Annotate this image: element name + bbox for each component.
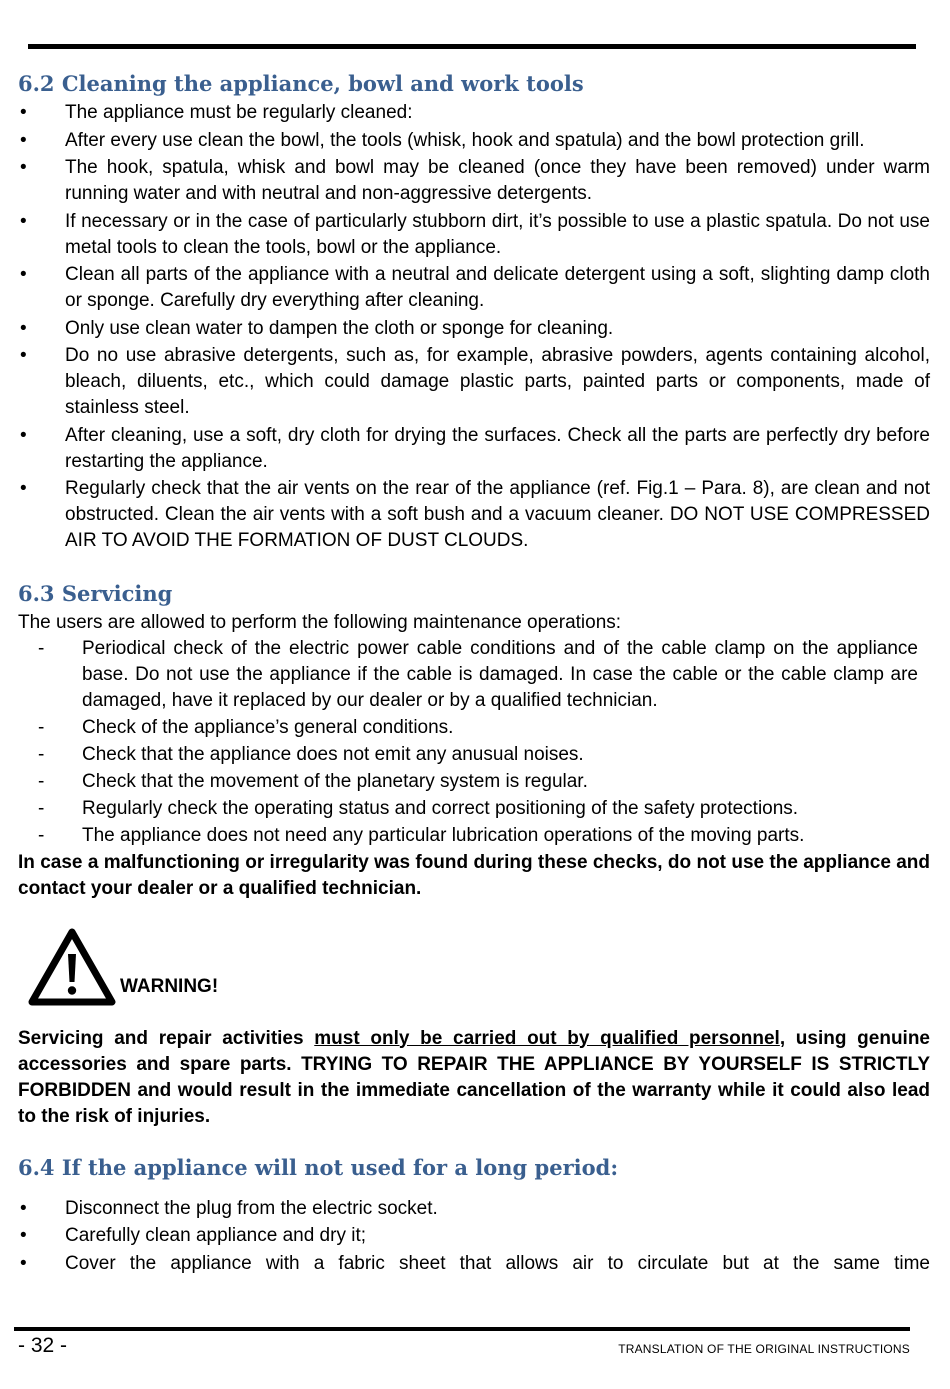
list-item: • Disconnect the plug from the electric socket.	[18, 1196, 930, 1222]
list-item: • If necessary or in the case of particularly stubborn dirt, it’s possible to use a plastic spatula. Do not use metal tools to clean the tools, bowl or the appliance.	[18, 209, 930, 261]
warning-text-part: , using genuine accessories and spare parts. TRYING TO REPAIR THE APPLIANCE BY YOURSELF IS STRICTLY FORBIDDEN and would result in the immediate cancellation of the warranty while it could also lead to the risk of injuries.	[18, 1027, 930, 1127]
warning-text-underlined: must only be carried out by qualified personnel	[314, 1027, 780, 1049]
warning-block	[28, 928, 930, 1008]
servicing-intro: The users are allowed to perform the following maintenance operations:	[18, 611, 622, 633]
list-item: - Check that the movement of the planetary system is regular.	[18, 769, 918, 795]
section-heading-6-2: 6.2 Cleaning the appliance, bowl and work tools	[18, 71, 584, 96]
list-item: - Check that the appliance does not emit any anusual noises.	[18, 742, 918, 768]
section-heading-6-4: 6.4 If the appliance will not used for a long period:	[18, 1154, 619, 1180]
page-content	[18, 70, 930, 1278]
list-item: • After every use clean the bowl, the tools (whisk, hook and spatula) and the bowl protection grill.	[18, 128, 930, 154]
list-item: • Do no use abrasive detergents, such as, for example, abrasive powders, agents containing alcohol, bleach, diluents, etc., which could damage plastic parts, painted parts or components, made of stainless steel.	[18, 343, 930, 421]
list-item: - The appliance does not need any particular lubrication operations of the moving parts.	[18, 823, 918, 849]
page-number: - 32 -	[18, 1334, 68, 1357]
top-rule	[28, 44, 916, 49]
list-item: • Only use clean water to dampen the cloth or sponge for cleaning.	[18, 316, 930, 342]
list-item: • Carefully clean appliance and dry it;	[18, 1223, 930, 1249]
warning-label: WARNING!	[120, 975, 219, 997]
list-item: • Regularly check that the air vents on the rear of the appliance (ref. Fig.1 – Para. 8), are clean and not obstructed. Clean the air vents with a soft bush and a vacuum cleaner. DO NOT USE COMPRESSED AIR TO AVOID THE FORMATION OF DUST CLOUDS.	[18, 476, 930, 554]
list-item: • The appliance must be regularly cleaned:	[18, 100, 930, 126]
footer-note: TRANSLATION OF THE ORIGINAL INSTRUCTIONS	[618, 1342, 910, 1356]
servicing-closing: In case a malfunctioning or irregularity was found during these checks, do not use the appliance and contact your dealer or a qualified technician.	[18, 851, 930, 899]
storage-list	[18, 1196, 930, 1277]
warning-text	[18, 1026, 930, 1130]
list-item: - Regularly check the operating status and correct positioning of the safety protections.	[18, 796, 918, 822]
warning-text-part: Servicing and repair activities	[18, 1027, 315, 1049]
servicing-list	[18, 636, 930, 849]
cleaning-list	[18, 100, 930, 554]
list-item: - Periodical check of the electric power cable conditions and of the cable clamp on the appliance base. Do not use the appliance if the cable is damaged. In case the cable or the cable clamp are damaged, have it replaced by our dealer or by a qualified technician.	[18, 636, 918, 714]
warning-triangle-icon	[28, 928, 116, 1008]
list-item: • The hook, spatula, whisk and bowl may be cleaned (once they have been removed) under warm running water and with neutral and non-aggressive detergents.	[18, 155, 930, 207]
list-item: - Check of the appliance’s general conditions.	[18, 715, 918, 741]
list-item: • Clean all parts of the appliance with a neutral and delicate detergent using a soft, slighting damp cloth or sponge. Carefully dry everything after cleaning.	[18, 262, 930, 314]
section-heading-6-3: 6.3 Servicing	[18, 580, 173, 606]
list-item: • After cleaning, use a soft, dry cloth for drying the surfaces. Check all the parts are perfectly dry before restarting the appliance.	[18, 423, 930, 475]
list-item: • Cover the appliance with a fabric sheet that allows air to circulate but at the same time	[18, 1251, 930, 1277]
bottom-rule	[14, 1327, 910, 1331]
